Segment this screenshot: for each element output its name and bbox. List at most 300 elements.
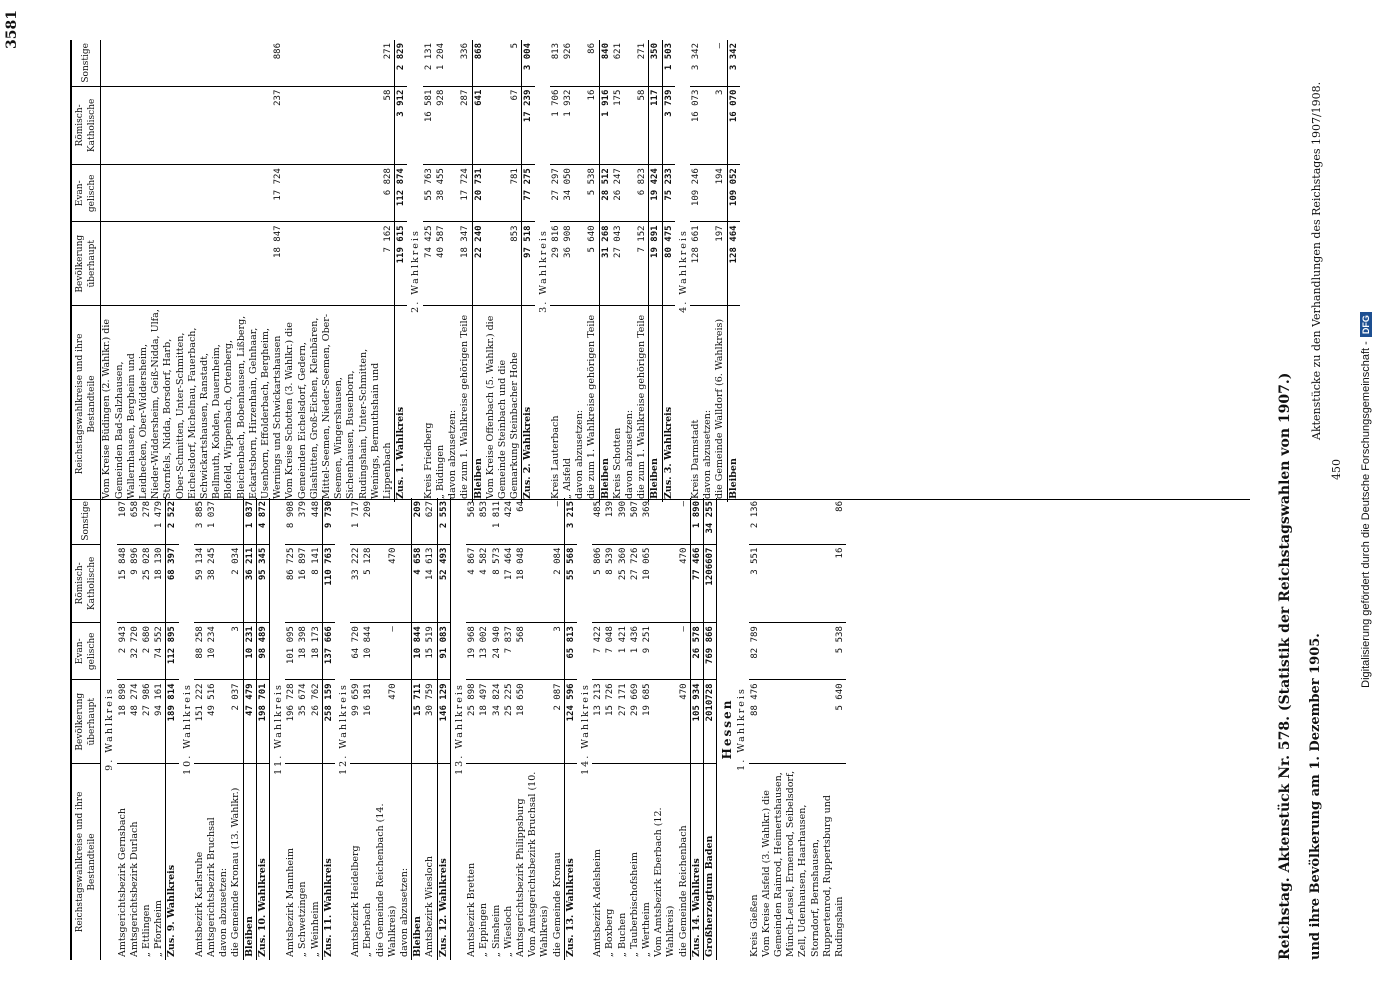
protestant-cell: 17 724 [101, 165, 285, 222]
protestant-cell: 18 173 [310, 623, 323, 680]
row-label: Amtsbezirk Karlsruhe [193, 851, 205, 957]
table-row [285, 498, 297, 960]
table-row [641, 498, 653, 960]
table-row [629, 498, 641, 960]
row-label: Zus. 10. Wahlkreis [256, 764, 269, 961]
population-cell: 26 762 [310, 680, 323, 764]
row-label: „ Eberbach [362, 902, 374, 957]
catholic-cell: 237 [101, 86, 285, 165]
right-table-block [70, 40, 740, 502]
table-row [284, 40, 394, 502]
row-label: „ Wiesloch [502, 905, 514, 957]
population-cell: 2 037 [230, 680, 243, 764]
col-header-ev-right: Evangelische [71, 165, 101, 222]
table-row [662, 40, 675, 502]
col-header-so: Sonstige [71, 498, 101, 544]
row-label: Zus. 2. Wahlkreis [522, 306, 535, 503]
catholic-cell: 9 896 [129, 544, 141, 623]
population-cell: 470 [375, 680, 399, 764]
protestant-cell: 10 844 [412, 623, 425, 680]
other-cell: 369 [641, 498, 653, 544]
other-cell: 2 522 [166, 498, 179, 544]
protestant-cell [653, 623, 677, 680]
row-label: Zus. 1. Wahlkreis [395, 306, 408, 503]
section-heading: 4. Wahlkreis [677, 229, 689, 313]
population-cell: 40 587 [435, 222, 447, 306]
table-row [206, 498, 218, 960]
row-label: davon abzusetzen: [399, 867, 411, 957]
protestant-cell [574, 165, 586, 222]
protestant-cell: 1 436 [629, 623, 641, 680]
catholic-cell [218, 544, 230, 623]
other-cell: 379 [297, 498, 309, 544]
protestant-cell: 3 [230, 623, 243, 680]
row-label: „ Weinheim [309, 901, 321, 957]
row-label: Zus. 14. Wahlkreis [690, 764, 703, 961]
row-label: die Gemeinde Kronau (13. Wahlkr.) [230, 787, 242, 957]
catholic-cell: 18 048 [515, 544, 527, 623]
table-row [485, 40, 522, 502]
row-label: Vom Amtsbezirk Eberbach (12. Wahlkreis) [653, 807, 677, 957]
protestant-cell: 6 828 [284, 165, 394, 222]
table-row [649, 40, 662, 502]
protestant-cell: 20 731 [472, 165, 485, 222]
row-label: Bleiben [727, 306, 740, 503]
other-cell: — [552, 498, 565, 544]
table-row [515, 498, 527, 960]
protestant-cell: — [375, 623, 399, 680]
population-cell [653, 680, 677, 764]
catholic-cell: 470 [678, 544, 691, 623]
left-table-body [101, 498, 846, 960]
table-row [153, 498, 166, 960]
population-cell: 94 161 [153, 680, 166, 764]
population-cell: 16 181 [362, 680, 374, 764]
row-label: „ Alsfeld [561, 458, 573, 499]
other-cell: 139 [604, 498, 616, 544]
section-heading: 12. Wahlkreis [338, 683, 350, 775]
population-cell: 80 475 [662, 222, 675, 306]
population-cell: 22 240 [472, 222, 485, 306]
table-row [412, 498, 425, 960]
catholic-cell: 55 568 [564, 544, 577, 623]
catholic-cell: 10 065 [641, 544, 653, 623]
catholic-cell: 86 725 [285, 544, 297, 623]
table-row [472, 40, 485, 502]
protestant-cell: 781 [485, 165, 522, 222]
row-label: Kreis Gießen [748, 894, 760, 957]
row-label: die zum 1. Wahlkreise gehörigen Teile [459, 314, 471, 499]
right-table [70, 40, 740, 502]
other-cell: — [678, 498, 691, 544]
other-cell: 1 811 [491, 498, 503, 544]
other-cell: 813 [550, 40, 562, 86]
catholic-cell: 25 360 [617, 544, 629, 623]
protestant-cell: 7 837 [503, 623, 515, 680]
row-label: davon abzusetzen: [574, 409, 586, 499]
protestant-cell: 18 398 [297, 623, 309, 680]
catholic-cell: 59 134 [194, 544, 206, 623]
population-cell: 49 516 [206, 680, 218, 764]
population-cell: 15 726 [604, 680, 616, 764]
population-cell: 25 898 [466, 680, 478, 764]
protestant-cell: 24 940 [491, 623, 503, 680]
population-cell: 196 728 [285, 680, 297, 764]
population-cell: 36 908 [562, 222, 574, 306]
protestant-cell [399, 623, 412, 680]
protestant-cell: 19 968 [466, 623, 478, 680]
section-heading: 9. Wahlkreis [104, 687, 116, 771]
table-row [727, 40, 740, 502]
row-label: die Gemeinde Walldorf (6. Wahlkreis) [714, 318, 726, 499]
population-cell: 97 518 [522, 222, 535, 306]
protestant-cell: 769 866 [703, 623, 716, 680]
table-row [761, 498, 846, 960]
catholic-cell: 33 222 [350, 544, 362, 623]
section-heading: 10. Wahlkreis [181, 683, 193, 775]
other-cell: 627 [424, 498, 437, 544]
population-cell: 128 464 [727, 222, 740, 306]
population-cell: 29 816 [550, 222, 562, 306]
other-cell: 1 503 [662, 40, 675, 86]
catholic-cell: 641 [472, 86, 485, 165]
other-cell [375, 498, 399, 544]
row-label: die Gemeinde Kronau [551, 852, 563, 957]
table-row [117, 498, 129, 960]
protestant-cell: 194 [714, 165, 727, 222]
col-header-rk: Römisch-Katholische [71, 544, 101, 623]
row-label: Amtsgerichtsbezirk Durlach [128, 821, 140, 957]
table-row [527, 498, 551, 960]
table-row [522, 40, 535, 502]
other-cell: 926 [562, 40, 574, 86]
table-row [450, 498, 466, 960]
table-row [466, 498, 478, 960]
table-row [550, 40, 562, 502]
other-cell [218, 498, 230, 544]
population-cell: 128 661 [690, 222, 702, 306]
protestant-cell: 15 519 [424, 623, 437, 680]
other-cell: 563 [466, 498, 478, 544]
population-cell [399, 680, 412, 764]
dfg-logo: DFG [1360, 312, 1372, 337]
protestant-cell: 2 943 [117, 623, 129, 680]
table-row [435, 40, 447, 502]
table-row [447, 40, 459, 502]
catholic-cell: 27 726 [629, 544, 641, 623]
catholic-cell: 36 211 [243, 544, 256, 623]
col-header-so-right: Sonstige [71, 40, 101, 86]
other-cell: 336 [459, 40, 472, 86]
table-row [564, 498, 577, 960]
population-cell: 19 685 [641, 680, 653, 764]
other-cell: 2 829 [395, 40, 408, 86]
protestant-cell: 109 246 [690, 165, 702, 222]
population-cell: 15 711 [412, 680, 425, 764]
protestant-cell: 27 297 [550, 165, 562, 222]
population-cell: 189 814 [166, 680, 179, 764]
population-cell: 29 669 [629, 680, 641, 764]
population-cell: 99 659 [350, 680, 362, 764]
population-cell: 74 425 [423, 222, 435, 306]
section-heading: 13. Wahlkreis [453, 683, 465, 775]
other-cell: 1 037 [243, 498, 256, 544]
col-header-rk-right: Römisch-Katholische [71, 86, 101, 165]
other-cell: 209 [412, 498, 425, 544]
row-label: Vom Kreise Alsfeld (3. Wahlkr.) die Gemeinden Rainrod, Heimertshausen, Münch-Leusel, Ermenrod, Seibelsdorf, Zell, Udenhausen, Haarhausen, Storndorf, Bernshausen, Ruppertenrod, Ruppertsburg und Rudingshain [760, 770, 845, 957]
catholic-cell: 16 070 [727, 86, 740, 165]
catholic-cell: 67 [485, 86, 522, 165]
table-row [424, 498, 437, 960]
table-row [256, 498, 269, 960]
population-cell: 124 596 [564, 680, 577, 764]
page-number: 3581 [4, 10, 20, 49]
row-label: Vom Kreise Büdingen (2. Wahlkr.) die Gemeinden Bad-Salzhausen, Wallernhausen, Bergheim und Leidhecken, Ober-Widdersheim, Nieder-Widdersheim, Geiß-Nidda, Ulfa, Stornfels, Nidda, Borsdorf, Harb, Ober-Schmitten, Unter-Schmitten, Eichelsdorf, Michelnau, Fauerbach, Schwickartshausen, Ranstadt, Bellmuth, Kohden, Dauernheim, Blofeld, Wippenbach, Ortenberg, Bleichenbach, Bobenhausen, Lißberg, Eckartsborn, Hirzenhain, Gelnhaar, Usenborn, Effolderbach, Bergheim, Wernings und Schwickartshausen [101, 309, 284, 499]
protestant-cell: 26 578 [690, 623, 703, 680]
table-row [599, 40, 612, 502]
catholic-cell: 52 493 [437, 544, 450, 623]
row-label: „ Schwetzingen [297, 881, 309, 957]
table-row [535, 40, 550, 502]
population-cell: 25 225 [503, 680, 515, 764]
row-label: davon abzusetzen: [702, 409, 714, 499]
protestant-cell: 13 002 [478, 623, 490, 680]
row-label: „ Eppingen [478, 902, 490, 957]
table-row [243, 498, 256, 960]
population-cell [574, 222, 586, 306]
left-table-block [70, 498, 846, 960]
page-subtitle: und ihre Bevölkerung am 1. Dezember 1905. [1308, 633, 1323, 960]
population-cell: 5 640 [761, 680, 846, 764]
protestant-cell: 112 874 [395, 165, 408, 222]
population-cell: 18 650 [515, 680, 527, 764]
protestant-cell: — [678, 623, 691, 680]
other-cell: 424 [503, 498, 515, 544]
table-row [230, 498, 243, 960]
protestant-cell: 3 [552, 623, 565, 680]
other-cell: 868 [472, 40, 485, 86]
page-title: Reichstag. Aktenstück Nr. 578. (Statistik der Reichstagswahlen von 1907.) [1277, 372, 1293, 960]
protestant-cell: 38 455 [435, 165, 447, 222]
other-cell [653, 498, 677, 544]
section-heading: 1. Wahlkreis [736, 687, 748, 771]
protestant-cell: 55 763 [423, 165, 435, 222]
row-label: Bleiben [649, 306, 662, 503]
other-cell: 4 872 [256, 498, 269, 544]
row-label: „ Tauberbischofsheim [628, 852, 640, 957]
other-cell: 1 890 [690, 498, 703, 544]
population-cell [527, 680, 551, 764]
table-row [733, 498, 748, 960]
catholic-cell: 2 034 [230, 544, 243, 623]
protestant-cell: 26 247 [612, 165, 624, 222]
table-row [653, 498, 677, 960]
catholic-cell: 18 130 [153, 544, 166, 623]
catholic-cell: 4 658 [412, 544, 425, 623]
population-cell: 18 847 [101, 222, 285, 306]
table-row [577, 498, 592, 960]
row-label: „ Pforzheim [153, 900, 165, 957]
catholic-cell: 68 397 [166, 544, 179, 623]
table-row [586, 40, 599, 502]
catholic-cell [447, 86, 459, 165]
catholic-cell: 16 897 [297, 544, 309, 623]
population-cell: 34 824 [491, 680, 503, 764]
row-label: Kreis Lauterbach [549, 415, 561, 499]
protestant-cell: 34 050 [562, 165, 574, 222]
table-row [574, 40, 586, 502]
table-row [678, 498, 691, 960]
protestant-cell: 88 258 [194, 623, 206, 680]
col-header-pop-right: Bevölkerung überhaupt [71, 222, 101, 306]
catholic-cell [653, 544, 677, 623]
protestant-cell [527, 623, 551, 680]
catholic-cell [574, 86, 586, 165]
other-cell [702, 40, 714, 86]
row-label: die zum 1. Wahlkreise gehörigen Teile [586, 314, 598, 499]
table-row [101, 498, 117, 960]
protestant-cell: 7 048 [604, 623, 616, 680]
population-cell [218, 680, 230, 764]
other-cell: 107 [117, 498, 129, 544]
catholic-cell: 2 084 [552, 544, 565, 623]
other-cell: 3 342 [727, 40, 740, 86]
row-label: die Gemeinde Reichenbach (14. Wahlkreis) [374, 803, 398, 957]
catholic-cell: 16 [586, 86, 599, 165]
row-label: Vom Amtsgerichtsbezirk Bruchsal (10. Wahlkreis) [527, 771, 551, 957]
other-cell: 886 [101, 40, 285, 86]
other-cell: 1 204 [435, 40, 447, 86]
other-cell: 2 136 [749, 498, 761, 544]
population-cell: 35 674 [297, 680, 309, 764]
population-cell: 27 171 [617, 680, 629, 764]
protestant-cell: 5 538 [761, 623, 846, 680]
catholic-cell: 17 464 [503, 544, 515, 623]
footer-page-number: 450 [1330, 459, 1343, 480]
protestant-cell [624, 165, 636, 222]
section-heading: 14. Wahlkreis [579, 683, 591, 775]
protestant-cell [447, 165, 459, 222]
section-heading: 2. Wahlkreis [410, 229, 422, 313]
other-cell: 1 037 [206, 498, 218, 544]
catholic-cell: 58 [284, 86, 394, 165]
row-label: Amtsgerichtsbezirk Gernsbach [116, 808, 128, 957]
protestant-cell: 2 680 [141, 623, 153, 680]
table-row [552, 498, 565, 960]
row-label: „ Wertheim [640, 902, 652, 957]
table-row [141, 498, 153, 960]
other-cell: 390 [617, 498, 629, 544]
catholic-cell: 5 806 [592, 544, 604, 623]
protestant-cell: 1 421 [617, 623, 629, 680]
catholic-cell: 175 [612, 86, 624, 165]
protestant-cell: 568 [515, 623, 527, 680]
other-cell: 840 [599, 40, 612, 86]
table-row [407, 40, 422, 502]
row-label: Zus. 12. Wahlkreis [437, 764, 450, 961]
other-cell: 853 [478, 498, 490, 544]
col-header-name-right: Reichstagswahlkreise und ihre Bestandteile [71, 306, 101, 503]
population-cell: 853 [485, 222, 522, 306]
table-row [423, 40, 435, 502]
other-cell: 278 [141, 498, 153, 544]
catholic-cell: 8 573 [491, 544, 503, 623]
population-cell: 47 479 [243, 680, 256, 764]
table-row [270, 498, 286, 960]
catholic-cell: 3 912 [395, 86, 408, 165]
population-cell [624, 222, 636, 306]
protestant-cell: 137 666 [322, 623, 335, 680]
row-label: Vom Kreise Schotten (3. Wahlkr.) die Gemeinden Eichelsdorf, Gedern, Glashütten, Groß-Eichen, Kleinbären, Mittel-Seemen, Nieder-Seemen, Ober-Seemen, Wingershausen, Sichenhausen, Busenborn, Rudingshain, Unter-Schmitten, Wenings, Bermuthshain und Lippenbach [284, 313, 394, 499]
protestant-cell: 6 823 [636, 165, 649, 222]
catholic-cell: 1 932 [562, 86, 574, 165]
table-row [310, 498, 323, 960]
protestant-cell: 91 083 [437, 623, 450, 680]
col-header-name: Reichstagswahlkreise und ihre Bestandteile [71, 764, 101, 961]
catholic-cell: 4 867 [466, 544, 478, 623]
other-cell: 350 [649, 40, 662, 86]
protestant-cell: 10 231 [243, 623, 256, 680]
protestant-cell: 10 844 [362, 623, 374, 680]
table-row [375, 498, 399, 960]
catholic-cell: 1206607 [703, 544, 716, 623]
other-cell [624, 40, 636, 86]
right-table-body [101, 40, 740, 502]
row-label: davon abzusetzen: [623, 409, 635, 499]
population-cell: 2010728 [703, 680, 716, 764]
other-cell [230, 498, 243, 544]
other-cell: 271 [284, 40, 394, 86]
population-cell [702, 222, 714, 306]
row-label: „ Büdingen [434, 444, 446, 499]
catholic-cell [702, 86, 714, 165]
table-row [322, 498, 335, 960]
row-label: „ Buchen [616, 912, 628, 957]
table-row [129, 498, 141, 960]
catholic-cell [624, 86, 636, 165]
footer-reference: Aktenstücke zu den Verhandlungen des Reichstages 1907/1908. [1310, 81, 1323, 440]
catholic-cell: 5 128 [362, 544, 374, 623]
left-table [70, 498, 846, 960]
digitization-note [1360, 0, 1372, 1000]
other-cell [447, 40, 459, 86]
population-cell: 258 159 [322, 680, 335, 764]
other-cell: 485 [592, 498, 604, 544]
protestant-cell: 82 789 [749, 623, 761, 680]
catholic-cell: 25 028 [141, 544, 153, 623]
population-cell: 198 701 [256, 680, 269, 764]
row-label: davon abzusetzen: [218, 867, 230, 957]
state-heading: Hessen [720, 698, 735, 760]
protestant-cell: 74 552 [153, 623, 166, 680]
other-cell: 271 [636, 40, 649, 86]
other-cell: 507 [629, 498, 641, 544]
catholic-cell: 17 239 [522, 86, 535, 165]
protestant-cell: 98 489 [256, 623, 269, 680]
row-label: Bleiben [412, 764, 425, 961]
col-header-ev: Evangelische [71, 623, 101, 680]
other-cell: 86 [761, 498, 846, 544]
catholic-cell: 58 [636, 86, 649, 165]
row-label: Kreis Friedberg [422, 422, 434, 499]
other-cell: 3 004 [522, 40, 535, 86]
catholic-cell: 470 [375, 544, 399, 623]
row-label: Amtsbezirk Heidelberg [350, 845, 362, 957]
row-label: Amtsbezirk Wiesloch [424, 856, 436, 957]
row-label: Zus. 11. Wahlkreis [322, 764, 335, 961]
catholic-cell: 4 582 [478, 544, 490, 623]
table-row [459, 40, 472, 502]
